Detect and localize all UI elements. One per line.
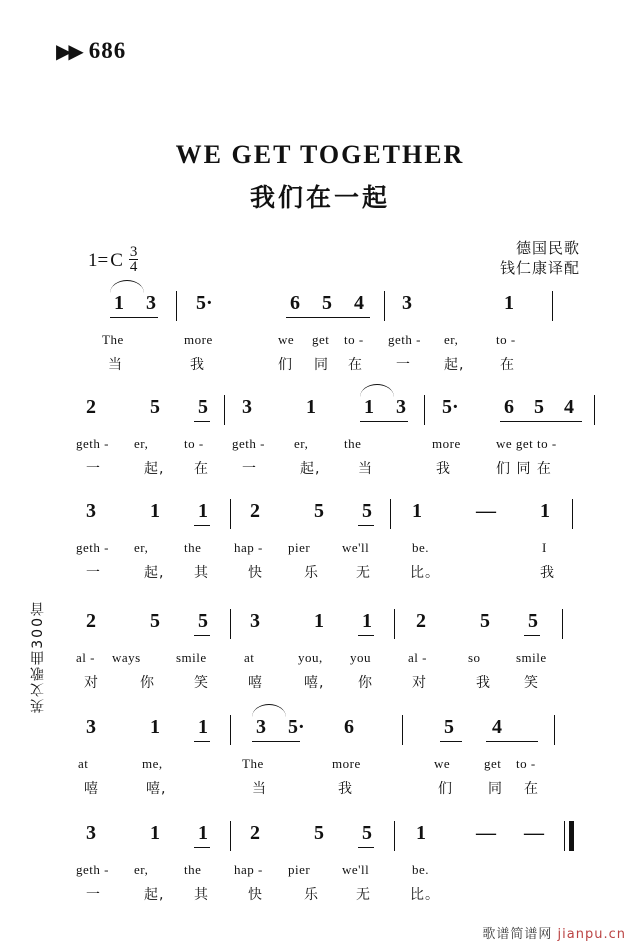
lyric-en: er, xyxy=(294,436,309,451)
lyric-en: me, xyxy=(142,756,163,771)
beam-line xyxy=(358,525,374,526)
lyric-en: to - xyxy=(516,756,536,771)
lyric-cn: 起, xyxy=(144,461,165,477)
note: 4 xyxy=(564,396,574,418)
lyric-cn: 当 xyxy=(252,781,267,797)
note-extension-dash: — xyxy=(476,500,496,522)
note: 1 xyxy=(198,500,208,522)
lyric-row-en-6 xyxy=(72,862,572,884)
music-system-5 xyxy=(72,716,572,804)
note: 1 xyxy=(114,292,124,314)
lyric-en: more xyxy=(332,756,361,771)
bar-line xyxy=(562,609,563,639)
lyric-en: er, xyxy=(444,332,459,347)
beam-line xyxy=(194,847,210,848)
lyric-en: we get to - xyxy=(496,436,557,451)
final-bar-thick xyxy=(569,821,574,851)
bar-line xyxy=(394,609,395,639)
note: 1 xyxy=(504,292,514,314)
note: 5 xyxy=(362,500,372,522)
bar-line xyxy=(230,715,231,745)
note: 3 xyxy=(402,292,412,314)
music-system-6 xyxy=(72,822,572,910)
lyric-cn: 快 xyxy=(248,565,263,581)
lyric-en: pier xyxy=(288,540,311,555)
credits xyxy=(500,238,580,279)
note: 3 xyxy=(250,610,260,632)
note: 2 xyxy=(86,610,96,632)
lyric-cn: 我 xyxy=(436,461,451,477)
bar-line xyxy=(224,395,225,425)
lyric-row-cn-5 xyxy=(72,778,572,800)
note: 5 xyxy=(150,396,160,418)
note: 1 xyxy=(198,822,208,844)
note: 4 xyxy=(354,292,364,314)
lyric-cn: 同 xyxy=(314,357,329,373)
beam-line xyxy=(252,741,300,742)
beam-line xyxy=(524,635,540,636)
bar-line xyxy=(402,715,403,745)
beam-line xyxy=(440,741,462,742)
note: 3 xyxy=(146,292,156,314)
lyric-cn: 嘻 xyxy=(248,675,263,691)
beam-line xyxy=(286,317,370,318)
lyric-en: we'll xyxy=(342,862,370,877)
lyric-cn: 我 xyxy=(190,357,205,373)
beam-line xyxy=(500,421,582,422)
page-number-block xyxy=(56,38,126,64)
lyric-en: be. xyxy=(412,540,430,555)
notes-row-1 xyxy=(72,292,572,332)
lyric-cn: 起, xyxy=(144,565,165,581)
lyric-en: hap - xyxy=(234,540,263,555)
beam-line xyxy=(110,317,158,318)
lyric-cn: 无 xyxy=(356,565,371,581)
lyric-cn: 乐 xyxy=(304,565,319,581)
lyric-row-cn-4 xyxy=(72,672,572,694)
note: 4 xyxy=(492,716,502,738)
bar-line xyxy=(554,715,555,745)
lyric-en: more xyxy=(184,332,213,347)
note: 5 xyxy=(314,500,324,522)
note: 3 xyxy=(86,500,96,522)
lyric-row-en-3 xyxy=(72,540,572,562)
page-subtitle: 我们在一起 xyxy=(249,183,390,212)
note: 3 xyxy=(396,396,406,418)
lyric-en: to - xyxy=(184,436,204,451)
lyric-row-en-1 xyxy=(72,332,572,354)
lyric-cn: 当 xyxy=(358,461,373,477)
lyric-en: The xyxy=(102,332,124,347)
lyric-row-cn-1 xyxy=(72,354,572,376)
lyric-cn: 比。 xyxy=(410,565,440,581)
lyric-en: the xyxy=(344,436,362,451)
lyric-en: the xyxy=(184,540,202,555)
lyric-en: so xyxy=(468,650,481,665)
lyric-cn: 起, xyxy=(300,461,321,477)
lyric-cn: 在 xyxy=(348,357,363,373)
lyric-cn: 其 xyxy=(194,565,209,581)
bar-line xyxy=(384,291,385,321)
lyric-en: at xyxy=(244,650,255,665)
note: 5· xyxy=(288,716,305,738)
lyric-row-cn-6 xyxy=(72,884,572,906)
lyric-en: more xyxy=(432,436,461,451)
page-number: 686 xyxy=(88,38,127,63)
note: 5 xyxy=(480,610,490,632)
note: 1 xyxy=(416,822,426,844)
bar-line xyxy=(230,609,231,639)
lyric-row-cn-2 xyxy=(72,458,572,480)
beam-line xyxy=(194,741,210,742)
lyric-row-en-4 xyxy=(72,650,572,672)
note: 3 xyxy=(242,396,252,418)
bar-line xyxy=(230,821,231,851)
lyric-cn: 们 xyxy=(438,781,453,797)
note: 6 xyxy=(344,716,354,738)
lyric-cn: 起, xyxy=(444,357,465,373)
note: 5 xyxy=(198,610,208,632)
credit-line-1: 德国民歌 xyxy=(515,239,580,257)
lyric-en: hap - xyxy=(234,862,263,877)
notes-row-4 xyxy=(72,610,572,650)
key-label: 1= xyxy=(88,249,109,271)
lyric-row-en-5 xyxy=(72,756,572,778)
final-bar-thin xyxy=(564,821,565,851)
lyric-cn: 比。 xyxy=(410,887,440,903)
lyric-en: you xyxy=(350,650,371,665)
note: 3 xyxy=(86,716,96,738)
note: 1 xyxy=(362,610,372,632)
lyric-cn: 笑 xyxy=(524,675,539,691)
bar-line xyxy=(572,499,573,529)
lyric-en: at xyxy=(78,756,89,771)
lyric-row-cn-3 xyxy=(72,562,572,584)
lyric-en: to - xyxy=(344,332,364,347)
note-extension-dash: — xyxy=(476,822,496,844)
lyric-en: smile xyxy=(176,650,207,665)
lyric-en: we xyxy=(278,332,295,347)
lyric-cn: 对 xyxy=(84,675,99,691)
lyric-en: I xyxy=(542,540,547,555)
beam-line xyxy=(194,421,210,422)
note: 5 xyxy=(528,610,538,632)
note: 5 xyxy=(198,396,208,418)
note: 5 xyxy=(322,292,332,314)
lyric-cn: 起, xyxy=(144,887,165,903)
note: 3 xyxy=(86,822,96,844)
beam-line xyxy=(358,635,374,636)
note: 3 xyxy=(256,716,266,738)
bar-line xyxy=(552,291,553,321)
bar-line xyxy=(594,395,595,425)
bar-line xyxy=(394,821,395,851)
time-signature-denominator: 4 xyxy=(129,259,138,276)
note: 5 xyxy=(444,716,454,738)
time-signature xyxy=(129,245,139,275)
lyric-en: to - xyxy=(496,332,516,347)
lyric-cn: 在 xyxy=(524,781,539,797)
lyric-en: you, xyxy=(298,650,323,665)
key-value: C xyxy=(110,249,123,271)
lyric-cn: 嘻, xyxy=(146,781,167,797)
lyric-cn: 们 同 在 xyxy=(496,461,552,477)
notes-row-3 xyxy=(72,500,572,540)
note: 2 xyxy=(250,822,260,844)
lyric-cn: 们 xyxy=(278,357,293,373)
lyric-en: al - xyxy=(408,650,427,665)
lyric-cn: 在 xyxy=(500,357,515,373)
lyric-cn: 嘻 xyxy=(84,781,99,797)
time-signature-numerator: 3 xyxy=(129,244,138,260)
lyric-en: be. xyxy=(412,862,430,877)
lyric-en: er, xyxy=(134,862,149,877)
note-extension-dash: — xyxy=(524,822,544,844)
lyric-cn: 其 xyxy=(194,887,209,903)
lyric-cn: 一 xyxy=(86,887,101,903)
lyric-cn: 对 xyxy=(412,675,427,691)
lyric-en: geth - xyxy=(232,436,265,451)
music-system-1 xyxy=(72,292,572,380)
beam-line xyxy=(358,847,374,848)
beam-line xyxy=(360,421,408,422)
notes-row-5 xyxy=(72,716,572,756)
note: 5 xyxy=(150,610,160,632)
bar-line xyxy=(424,395,425,425)
note: 2 xyxy=(250,500,260,522)
music-system-4 xyxy=(72,610,572,698)
lyric-en: er, xyxy=(134,436,149,451)
note: 1 xyxy=(150,500,160,522)
lyric-cn: 当 xyxy=(108,357,123,373)
music-system-2 xyxy=(72,396,572,484)
lyric-cn: 一 xyxy=(86,565,101,581)
note: 1 xyxy=(364,396,374,418)
credit-line-2: 钱仁康译配 xyxy=(499,259,580,278)
note: 5· xyxy=(442,396,459,418)
music-system-3 xyxy=(72,500,572,588)
note: 5 xyxy=(314,822,324,844)
beam-line xyxy=(194,525,210,526)
bar-line xyxy=(176,291,177,321)
lyric-cn: 在 xyxy=(194,461,209,477)
lyric-cn: 你 xyxy=(140,675,155,691)
bar-line xyxy=(230,499,231,529)
note: 2 xyxy=(86,396,96,418)
lyric-en: we xyxy=(434,756,451,771)
lyric-cn: 一 xyxy=(86,461,101,477)
lyric-cn: 我 xyxy=(476,675,491,691)
double-arrow-icon: ▶▶ xyxy=(56,39,81,63)
lyric-en: geth - xyxy=(76,436,109,451)
notes-row-2 xyxy=(72,396,572,436)
lyric-en: geth - xyxy=(76,540,109,555)
note: 1 xyxy=(150,822,160,844)
site-watermark xyxy=(482,923,626,942)
beam-line xyxy=(486,741,538,742)
note: 1 xyxy=(412,500,422,522)
page-title: WE GET TOGETHER xyxy=(175,140,465,169)
lyric-en: smile xyxy=(516,650,547,665)
lyric-en: the xyxy=(184,862,202,877)
note: 1 xyxy=(150,716,160,738)
lyric-cn: 同 xyxy=(488,781,503,797)
lyric-cn: 我 xyxy=(540,565,555,581)
lyric-en: The xyxy=(242,756,264,771)
lyric-row-en-2 xyxy=(72,436,572,458)
note: 5· xyxy=(196,292,213,314)
note: 1 xyxy=(314,610,324,632)
note: 6 xyxy=(504,396,514,418)
notes-row-6 xyxy=(72,822,572,862)
lyric-en: pier xyxy=(288,862,311,877)
note: 1 xyxy=(306,396,316,418)
lyric-en: al - xyxy=(76,650,95,665)
lyric-cn: 无 xyxy=(356,887,371,903)
lyric-en: er, xyxy=(134,540,149,555)
watermark-en: jianpu.cn xyxy=(557,927,626,942)
lyric-en: geth - xyxy=(388,332,421,347)
lyric-en: get xyxy=(484,756,502,771)
note: 1 xyxy=(198,716,208,738)
beam-line xyxy=(194,635,210,636)
lyric-en: we'll xyxy=(342,540,370,555)
lyric-en: get xyxy=(312,332,330,347)
side-note: 英文歌曲300首 xyxy=(30,600,46,713)
note: 5 xyxy=(362,822,372,844)
lyric-cn: 快 xyxy=(248,887,263,903)
lyric-cn: 笑 xyxy=(194,675,209,691)
lyric-en: geth - xyxy=(76,862,109,877)
bar-line xyxy=(390,499,391,529)
note: 1 xyxy=(540,500,550,522)
note: 6 xyxy=(290,292,300,314)
note: 5 xyxy=(534,396,544,418)
lyric-cn: 一 xyxy=(242,461,257,477)
watermark-cn: 歌谱简谱网 xyxy=(482,927,553,942)
lyric-cn: 我 xyxy=(338,781,353,797)
lyric-cn: 嘻, xyxy=(304,675,325,691)
lyric-en: ways xyxy=(112,650,141,665)
lyric-cn: 乐 xyxy=(304,887,319,903)
note: 2 xyxy=(416,610,426,632)
lyric-cn: 你 xyxy=(358,675,373,691)
key-signature xyxy=(88,246,138,276)
lyric-cn: 一 xyxy=(396,357,411,373)
